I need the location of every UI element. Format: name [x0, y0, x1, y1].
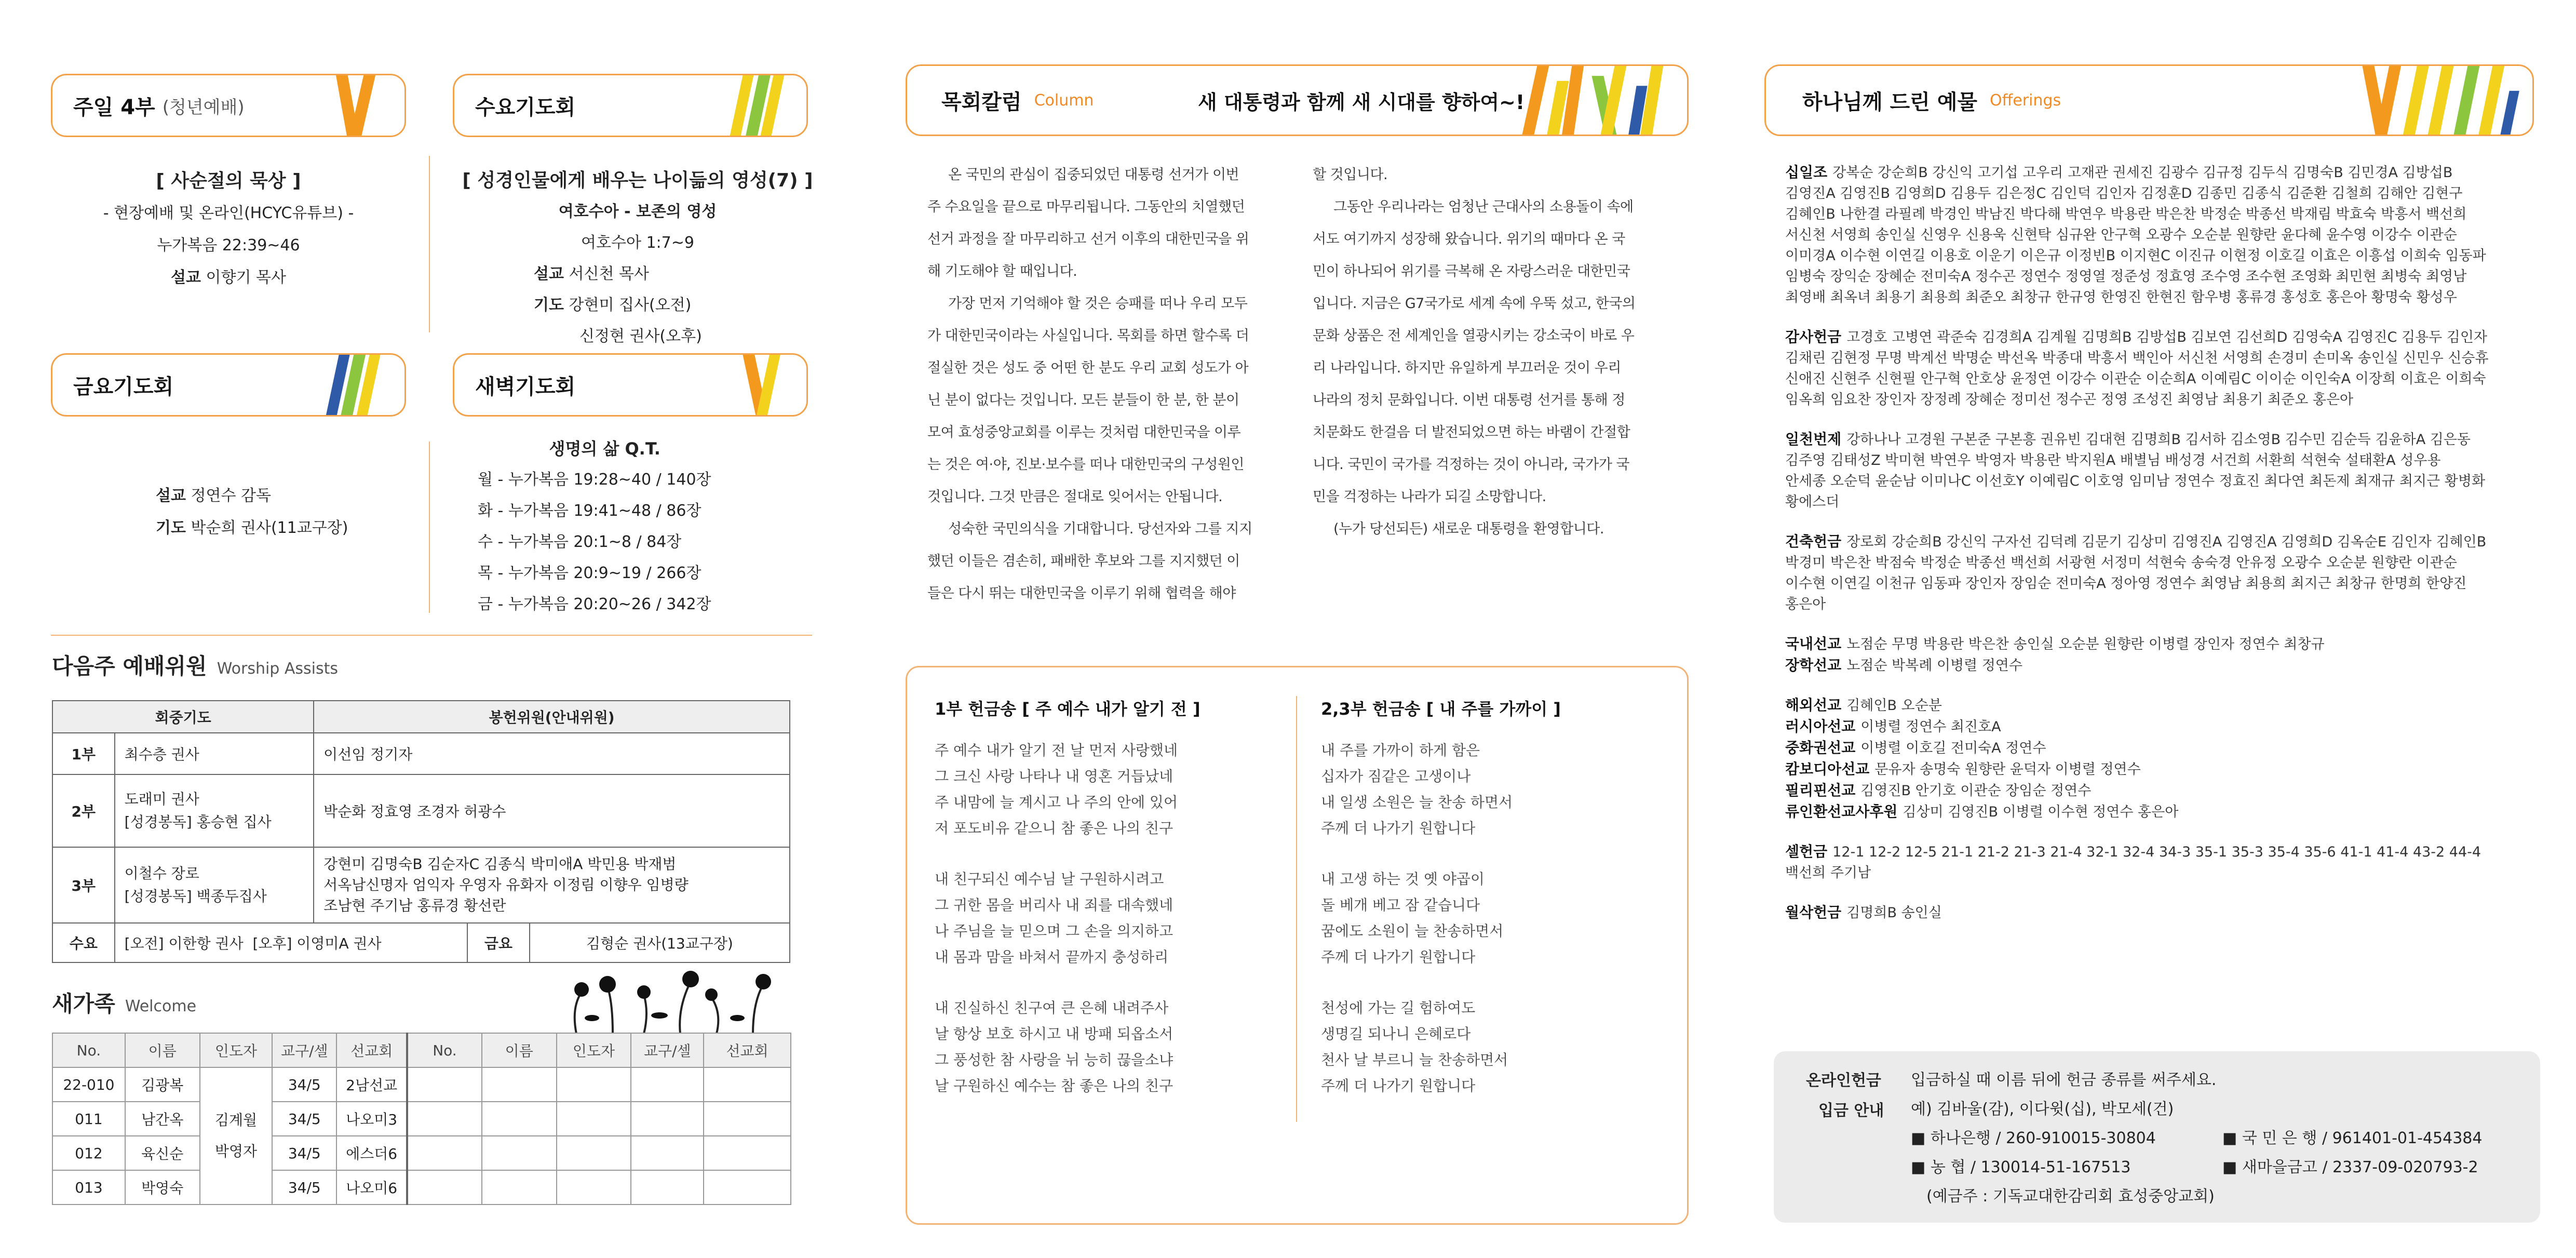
sunday4-heading: [ 사순절의 묵상 ]	[156, 170, 301, 192]
friday-body	[156, 480, 348, 544]
decorative-stripes-icon	[716, 355, 799, 415]
offering-line: 임병숙 장익순 장혜순 전미숙A 정수곤 정연수 정영열 정준성 정효영 조수영 조수현 조영화 최민현 최병숙 최영남	[1785, 269, 2467, 285]
hymn-line: 내 친구되신 예수님 날 구원하시려고	[935, 871, 1164, 888]
offering-section	[1785, 716, 2523, 738]
flowers-icon	[556, 966, 794, 1034]
leader-name: 김계월	[214, 1112, 258, 1129]
column-line: 할 것입니다.	[1313, 167, 1388, 183]
column-title: 목회칼럼	[941, 90, 1022, 114]
column-line: 선거 과정을 잘 마무리하고 선거 이후의 대한민국을 위	[927, 231, 1249, 247]
dawn-day: 화 - 누가복음 19:41~48 / 86장	[478, 502, 702, 520]
column-line: 성숙한 국민의식을 기대합니다. 당선자와 그를 지지	[948, 521, 1252, 537]
hymn-line: 내 고생 하는 것 옛 야곱이	[1321, 871, 1485, 888]
offering-line: 강복순 강순희B 강신익 고기섭 고우리 고재관 권세진 김광수 김규정 김두식 김명숙B 김민경A 김방섭B	[1832, 165, 2453, 181]
friday-preacher-row	[156, 480, 348, 512]
offering-line: 황에스더	[1785, 494, 1840, 510]
bank-account: ■ 새마을금고 / 2337-09-020793-2	[2222, 1158, 2478, 1176]
offering-line: 백선희 주기남	[1785, 865, 1871, 881]
hymn-second	[1321, 691, 1561, 1099]
ushers-line: 서옥남신명자 엄익자 우영자 유화자 이정림 이향우 임병량	[323, 876, 689, 893]
online-note: 입금하실 때 이름 뒤에 헌금 종류를 써주세요.	[1911, 1071, 2217, 1089]
offering-section	[1785, 655, 2523, 676]
offering-label: 러시아선교	[1785, 718, 1856, 735]
offering-line: 김상미 김영진B 이병렬 이수현 정연수 홍은아	[1903, 804, 2179, 820]
hymn-first	[935, 691, 1201, 1099]
column-header	[906, 64, 1689, 136]
offering-line: 임옥희 임요찬 장인자 장정례 장혜순 정미선 정수곤 정영 조성진 최영남 최용기 최준오 홍은아	[1785, 392, 2354, 408]
prayer-label: 기도	[156, 519, 186, 537]
bank-account: ■ 국 민 은 행 / 961401-01-454384	[2222, 1129, 2483, 1147]
dawn-heading: 생명의 삶 Q.T.	[549, 439, 660, 459]
welcome-heading	[52, 987, 196, 1018]
bank-account: ■ 농 협 / 130014-51-167513	[1911, 1158, 2131, 1176]
table-header-row	[52, 1033, 791, 1067]
prayer-name: 박순희 권사(11교구장)	[191, 519, 348, 537]
offering-line: 김혜인B 나한결 라필례 박경인 박남진 박다해 박연우 박용란 박은찬 박정순 박종선 박재림 박효숙 박흥서 백선희	[1785, 206, 2467, 222]
offering-line: 12-1 12-2 12-5 21-1 21-2 21-3 21-4 32-1 32-4 34-3 35-1 35-3 35-4 35-6 41-1 41-4 43-2 44-4	[1832, 844, 2481, 860]
welcome-title: 새가족	[52, 991, 115, 1016]
offering-label: 국내선교	[1785, 635, 1842, 652]
offerings-header	[1764, 64, 2534, 136]
wednesday-prayer-row-2: 신정현 권사(오후)	[579, 327, 702, 345]
column-header: 봉헌위원(안내위원)	[314, 701, 790, 733]
offering-section	[1785, 780, 2523, 801]
wednesday-header	[453, 74, 808, 137]
empty-cell	[407, 1170, 482, 1205]
part-cell: 수요	[52, 923, 115, 962]
column-line: (누가 당선되든) 새로운 대통령을 환영합니다.	[1333, 521, 1604, 537]
part-cell: 금요	[467, 923, 530, 962]
table-row	[52, 1136, 791, 1170]
ushers-line: 강현미 김명숙B 김순자C 김종식 박미애A 박민용 박재범	[323, 855, 677, 873]
hymn-line: 천사 날 부르니 늘 찬송하면서	[1321, 1051, 1508, 1068]
empty-cell	[482, 1136, 557, 1170]
decorative-stripes-icon	[1514, 66, 1680, 135]
divider	[429, 156, 430, 332]
offering-line: 서신천 서영희 송인실 신영우 신용욱 신현탁 심규완 안구혁 오광수 오순분 원향란 윤다혜 윤수영 이강수 이관순	[1785, 227, 2457, 243]
leader-cell	[200, 1067, 273, 1205]
offering-section	[1785, 429, 2523, 513]
table-row	[52, 923, 790, 962]
dawn-day: 수 - 누가복음 20:1~8 / 84장	[478, 533, 682, 551]
friday-header	[51, 353, 406, 417]
hymn-line: 생명길 되나니 은혜로다	[1321, 1025, 1471, 1042]
offering-label: 일천번제	[1785, 431, 1842, 448]
offering-line: 박경미 박은찬 박점숙 박정순 박종선 백선희 서광현 서정미 석현숙 송숙경 안유정 오광수 오순분 원향란 이관순	[1785, 555, 2457, 571]
offering-label: 류인환선교사후원	[1785, 803, 1898, 820]
offering-label: 월삭헌금	[1785, 904, 1842, 921]
part-cell: 1부	[52, 733, 115, 774]
hymn-line: 주께 더 나가기 원합니다	[1321, 948, 1476, 966]
decorative-stripes-icon	[2349, 66, 2525, 135]
column-line: 가 대한민국이라는 사실입니다. 목회를 하면 할수록 더	[927, 328, 1249, 344]
table-header-row	[52, 701, 790, 733]
offering-line: 홍은아	[1785, 596, 1826, 612]
ushers-cell: 이선임 정기자	[314, 733, 790, 774]
empty-cell	[557, 1136, 631, 1170]
offering-label: 캄보디아선교	[1785, 760, 1870, 778]
column-line: 가장 먼저 기억해야 할 것은 승패를 떠나 우리 모두	[948, 296, 1248, 312]
hymns-divider	[1296, 696, 1297, 1122]
hymn-title: 1부 헌금송 [ 주 예수 내가 알기 전 ]	[935, 699, 1201, 719]
column-headline: 새 대통령과 함께 새 시대를 향하여~!	[1198, 90, 1525, 114]
online-example: 예) 김바울(감), 이다윗(십), 박모세(건)	[1911, 1100, 2174, 1118]
dawn-day: 목 - 누가복음 20:9~19 / 266장	[478, 564, 702, 582]
empty-cell	[482, 1170, 557, 1205]
empty-cell	[482, 1102, 557, 1136]
cell-cell: 34/5	[272, 1067, 336, 1102]
assists-title: 다음주 예배위원	[52, 653, 207, 679]
offering-label: 셀헌금	[1785, 843, 1828, 860]
cell-cell: 34/5	[272, 1136, 336, 1170]
name-cell: 남간옥	[125, 1102, 200, 1136]
offering-line: 김혜인B 오순분	[1846, 698, 1942, 714]
prayer-label: 기도	[534, 296, 564, 314]
table-row	[52, 1067, 791, 1102]
offering-section	[1785, 531, 2523, 615]
welcome-table	[52, 1033, 791, 1205]
hymn-line: 나 주님을 늘 믿으며 그 손을 의지하고	[935, 922, 1174, 940]
dawn-header	[453, 353, 808, 417]
hymn-line: 그 풍성한 참 사랑을 뉘 능히 끊을소냐	[935, 1051, 1174, 1068]
hymn-line: 돌 베개 베고 잠 같습니다	[1321, 896, 1480, 914]
column-title-en: Column	[1034, 91, 1094, 110]
hymn-line: 천성에 가는 길 험하여도	[1321, 999, 1476, 1016]
column-line: 했던 이들은 겸손히, 패배한 후보와 그를 지지했던 이	[927, 553, 1240, 569]
empty-cell	[631, 1102, 704, 1136]
name-cell: 박영숙	[125, 1170, 200, 1205]
column-line: 닌 분이 없다는 것입니다. 모든 분들이 한 분, 한 분이	[927, 392, 1239, 408]
empty-cell	[407, 1102, 482, 1136]
offering-label: 건축헌금	[1785, 533, 1842, 550]
sunday4-line1: - 현장예배 및 온라인(HCYC유튜브) -	[103, 204, 354, 222]
hymn-line: 주 내맘에 늘 계시고 나 주의 안에 있어	[935, 794, 1178, 811]
offering-line: 고경호 고병연 곽준숙 김경희A 김계월 김명희B 김방섭B 김보연 김선희D 김영숙A 김영진C 김용두 김인자	[1846, 329, 2488, 345]
wednesday-body	[451, 165, 825, 352]
wednesday-title: 수요기도회	[475, 95, 576, 119]
column-line: 리 나라입니다. 하지만 유일하게 부끄러운 것이 우리	[1313, 360, 1621, 376]
column-line: 입니다. 지금은 G7국가로 세계 속에 우뚝 섰고, 한국의	[1313, 296, 1636, 312]
offering-label: 장학선교	[1785, 657, 1842, 674]
empty-cell	[704, 1102, 791, 1136]
friday-title: 금요기도회	[73, 374, 174, 399]
prayer-line: 이철수 장로	[124, 865, 199, 882]
wed-cell	[115, 923, 467, 962]
assists-heading	[52, 649, 338, 680]
empty-cell	[557, 1170, 631, 1205]
offering-line: 이병렬 이호길 전미숙A 정연수	[1860, 740, 2046, 756]
column-line: 그동안 우리나라는 엄청난 근대사의 소용돌이 속에	[1333, 199, 1634, 215]
account-holder: (예금주 : 기독교대한감리회 효성중앙교회)	[1926, 1187, 2215, 1206]
column-header: 인도자	[557, 1033, 631, 1067]
hymn-line: 그 크신 사랑 나타나 내 영혼 거듭났네	[935, 768, 1174, 785]
hymn-line: 내 일생 소원은 늘 찬송 하면서	[1321, 794, 1513, 811]
no-cell: 013	[52, 1170, 125, 1205]
empty-cell	[557, 1067, 631, 1102]
hymn-line: 날 구원하신 예수는 참 좋은 나의 친구	[935, 1077, 1174, 1094]
online-offering-info	[1911, 1066, 2482, 1211]
section-divider	[51, 635, 812, 636]
offerings-title-en: Offerings	[1989, 91, 2061, 110]
column-line: 들은 다시 뛰는 대한민국을 이루기 위해 협력을 해야	[927, 585, 1236, 601]
offerings-list	[1785, 162, 2523, 924]
dawn-day: 월 - 누가복음 19:28~40 / 140장	[478, 471, 711, 489]
cell-cell: 34/5	[272, 1102, 336, 1136]
hymn-line: 그 귀한 몸을 버리사 내 죄를 대속했네	[935, 896, 1174, 914]
column-line: 모여 효성중앙교회를 이루는 것처럼 대한민국을 이루	[927, 424, 1241, 440]
online-label: 온라인헌금	[1806, 1072, 1881, 1090]
column-line: 것입니다. 그것 만큼은 절대로 잊어서는 안됩니다.	[927, 489, 1223, 505]
sunday4-preacher-row	[51, 262, 406, 294]
fri-cell: 김형순 권사(13교구장)	[530, 923, 790, 962]
dawn-body	[478, 433, 711, 620]
wednesday-scripture: 여호수아 1:7~9	[581, 234, 694, 252]
sunday4-title: 주일 4부	[73, 95, 155, 119]
divider	[429, 441, 430, 613]
offering-line: 장로회 강순희B 강신익 구자선 김덕례 김문기 김상미 김영진A 김영진A 김영희D 김옥순E 김인자 김혜인B	[1846, 534, 2487, 550]
offering-section	[1785, 738, 2523, 759]
no-cell: 012	[52, 1136, 125, 1170]
hymn-line: 내 진실하신 친구여 큰 은혜 내려주사	[935, 999, 1169, 1016]
mission-cell: 2남선교	[336, 1067, 407, 1102]
prayer-line: [성경봉독] 백종두집사	[124, 888, 267, 905]
column-line: 온 국민의 관심이 집중되었던 대통령 선거가 이번	[948, 167, 1239, 183]
prayer-name: 강현미 집사(오전)	[569, 296, 692, 314]
hymn-line: 내 몸과 맘을 바쳐서 끝까지 충성하리	[935, 948, 1169, 966]
dawn-title: 새벽기도회	[475, 374, 576, 399]
table-row	[52, 847, 790, 923]
offering-line: 김영진B 안기호 이관순 장임순 정연수	[1860, 783, 2092, 799]
offering-line: 이미경A 이수현 이연길 이용호 이운기 이은규 이정빈B 이지현C 이진규 이현정 이호길 이효은 이흥섭 이희숙 임동파	[1785, 248, 2486, 264]
wednesday-preacher-row	[451, 259, 825, 290]
hymn-line: 주께 더 나가기 원합니다	[1321, 820, 1476, 837]
empty-cell	[482, 1067, 557, 1102]
column-line: 치문화도 한걸음 더 발전되었으면 하는 바램이 간절합	[1313, 424, 1630, 440]
offering-section	[1785, 634, 2523, 655]
empty-cell	[704, 1170, 791, 1205]
friday-prayer-row	[156, 512, 348, 544]
hymn-line: 십자가 짐같은 고생이나	[1321, 768, 1471, 785]
empty-cell	[407, 1136, 482, 1170]
hymn-line: 주 예수 내가 알기 전 날 먼저 사랑했네	[935, 742, 1178, 759]
bank-row	[1911, 1124, 2482, 1153]
empty-cell	[557, 1102, 631, 1136]
column-header: 인도자	[200, 1033, 273, 1067]
column-line: 니다. 국민이 국가를 걱정하는 것이 아니라, 국가가 국	[1313, 457, 1629, 473]
mission-cell: 에스더6	[336, 1136, 407, 1170]
offering-line: 김채린 김현정 무명 박계선 박명순 박선옥 박종대 박흥서 백인아 서신천 서영희 손경미 손미옥 송인실 신민우 신승휴	[1785, 350, 2489, 366]
column-line: 는 것은 여·야, 진보·보수를 떠나 대한민국의 구성원인	[927, 457, 1244, 473]
name-cell: 육신순	[125, 1136, 200, 1170]
deposit-label: 입금 안내	[1818, 1102, 1884, 1120]
ushers-cell	[314, 847, 790, 923]
offering-line: 강하나나 고경원 구본준 구본흥 권유빈 김대현 김명희B 김서하 김소영B 김수민 김순득 김윤하A 김은동	[1846, 432, 2471, 448]
empty-cell	[704, 1067, 791, 1102]
column-header: 선교회	[704, 1033, 791, 1067]
hymn-line: 저 포도비유 같으니 참 좋은 나의 친구	[935, 820, 1174, 837]
column-line: 민이 하나되어 위기를 극복해 온 자랑스러운 대한민국	[1313, 263, 1630, 279]
offering-section	[1785, 902, 2523, 924]
wednesday-line1: 여호수아 - 보존의 영성	[558, 203, 717, 221]
bank-row	[1911, 1153, 2482, 1182]
column-header: 이름	[125, 1033, 200, 1067]
column-text-right	[1313, 159, 1676, 545]
prayer-line: [성경봉독] 홍승현 집사	[124, 813, 272, 831]
offering-line: 이수현 이연길 이천규 임동파 장인자 장임순 전미숙A 정아영 정연수 최영남 최용희 최지근 최창규 한명희 한양진	[1785, 576, 2467, 592]
decorative-stripes-icon	[314, 75, 397, 136]
column-header: 회중기도	[52, 701, 314, 733]
part-cell: 2부	[52, 774, 115, 847]
prayer-cell: 최수층 권사	[115, 733, 314, 774]
offering-line: 이병렬 정연수 최진호A	[1860, 719, 2001, 735]
ushers-line: 조남현 주기남 홍류경 황선란	[323, 897, 506, 914]
offering-section	[1785, 759, 2523, 780]
offering-section	[1785, 801, 2523, 823]
column-header: No.	[407, 1033, 482, 1067]
cell-cell: 34/5	[272, 1170, 336, 1205]
column-header: 선교회	[336, 1033, 407, 1067]
offering-label: 필리핀선교	[1785, 782, 1856, 799]
offering-label: 십일조	[1785, 164, 1828, 181]
empty-cell	[407, 1067, 482, 1102]
leader-name: 박영자	[214, 1143, 258, 1160]
offering-section	[1785, 841, 2523, 884]
column-line: 절실한 것은 성도 중 어떤 한 분도 우리 교회 성도가 아	[927, 360, 1249, 376]
column-header: No.	[52, 1033, 125, 1067]
mission-cell: 나오미6	[336, 1170, 407, 1205]
preacher-label: 설교	[156, 487, 186, 505]
column-line: 문화 상품은 전 세계인을 열광시키는 강소국이 바로 우	[1313, 328, 1635, 344]
wed-pm: [오후] 이영미A 권사	[252, 935, 382, 952]
hymn-line: 날 항상 보호 하시고 내 방패 되옵소서	[935, 1025, 1174, 1042]
mission-cell: 나오미3	[336, 1102, 407, 1136]
offering-section	[1785, 162, 2523, 308]
column-header: 교구/셀	[631, 1033, 704, 1067]
part-cell: 3부	[52, 847, 115, 923]
name-cell: 김광복	[125, 1067, 200, 1102]
offering-line: 김명희B 송인실	[1846, 905, 1942, 921]
offering-line: 문유자 송명숙 원향란 윤덕자 이병렬 정연수	[1874, 761, 2141, 778]
column-line: 서도 여기까지 성장해 왔습니다. 위기의 때마다 온 국	[1313, 231, 1625, 247]
offering-section	[1785, 695, 2523, 716]
offering-line: 안세종 오순덕 윤순남 이미나C 이선호Y 이예림C 이호영 임미남 정연수 정효진 최다연 최돈제 최재규 최지근 황병화	[1785, 473, 2486, 489]
no-cell: 011	[52, 1102, 125, 1136]
column-line: 주 수요일을 끝으로 마무리됩니다. 그동안의 치열했던	[927, 199, 1245, 215]
wednesday-heading: [ 성경인물에게 배우는 나이듦의 영성(7) ]	[462, 170, 813, 191]
wednesday-prayer-row	[451, 290, 825, 321]
prayer-line: 도래미 권사	[124, 791, 199, 808]
decorative-stripes-icon	[716, 75, 799, 136]
decorative-stripes-icon	[314, 355, 397, 415]
hymn-title: 2,3부 헌금송 [ 내 주를 가까이 ]	[1321, 699, 1561, 719]
preacher-label: 설교	[534, 265, 564, 283]
offering-line: 최영배 최옥녀 최용기 최용희 최준오 최창규 한규영 한영진 한현진 함우병 홍류경 홍성호 홍은아 황명숙 황성우	[1785, 289, 2457, 305]
column-line: 민을 걱정하는 나라가 되길 소망합니다.	[1313, 489, 1546, 505]
offering-line: 노점순 무명 박용란 박은찬 송인실 오순분 원향란 이병렬 장인자 정연수 최창규	[1846, 636, 2325, 652]
ushers-cell: 박순화 정효영 조경자 허광수	[314, 774, 790, 847]
offering-label: 중화권선교	[1785, 739, 1856, 756]
column-line: 나라의 정치 문화입니다. 이번 대통령 선거를 통해 정	[1313, 392, 1625, 408]
hymn-line: 주께 더 나가기 원합니다	[1321, 1077, 1476, 1094]
empty-cell	[631, 1067, 704, 1102]
dawn-day: 금 - 누가복음 20:20~26 / 342장	[478, 595, 711, 613]
offering-label: 감사헌금	[1785, 328, 1842, 345]
sunday4-body	[51, 165, 406, 294]
no-cell: 22-010	[52, 1067, 125, 1102]
column-text-left	[927, 159, 1280, 610]
welcome-title-en: Welcome	[125, 997, 197, 1015]
sunday4-subtitle: (청년예배)	[162, 97, 245, 118]
wed-am: [오전] 이한항 권사	[124, 935, 244, 952]
preacher-name: 이향기 목사	[206, 269, 286, 287]
table-row	[52, 733, 790, 774]
table-row	[52, 1170, 791, 1205]
preacher-label: 설교	[171, 269, 201, 287]
offerings-title: 하나님께 드린 예물	[1802, 90, 1977, 114]
hymn-line: 꿈에도 소원이 늘 찬송하면서	[1321, 922, 1504, 940]
assists-table	[52, 700, 790, 963]
column-line: 해 기도해야 할 때입니다.	[927, 263, 1077, 279]
table-row	[52, 1102, 791, 1136]
empty-cell	[631, 1136, 704, 1170]
offering-line: 김주영 김태성Z 박미현 박연우 박영자 박용란 박지원A 배별님 배성경 서건희 서환희 석현숙 설태환A 성우용	[1785, 452, 2441, 469]
column-header: 교구/셀	[272, 1033, 336, 1067]
sunday4-scripture: 누가복음 22:39~46	[157, 236, 300, 255]
online-offering-labels	[1806, 1066, 1884, 1126]
preacher-name: 정연수 감독	[191, 487, 271, 505]
prayer-cell	[115, 847, 314, 923]
hymn-line: 내 주를 가까이 하게 함은	[1321, 742, 1480, 759]
column-header: 이름	[482, 1033, 557, 1067]
offering-section	[1785, 327, 2523, 410]
table-row	[52, 774, 790, 847]
empty-cell	[704, 1136, 791, 1170]
offering-line: 김영진A 김영진B 김영희D 김용두 김은정C 김인덕 김인자 김정훈D 김종민 김종식 김준환 김철희 김해안 김현구	[1785, 185, 2463, 202]
empty-cell	[631, 1170, 704, 1205]
offering-line: 노점순 박복례 이병렬 정연수	[1846, 658, 2022, 674]
preacher-name: 서신천 목사	[569, 265, 649, 283]
sunday4-header	[51, 74, 406, 137]
offering-label: 해외선교	[1785, 697, 1842, 714]
offering-line: 신애진 신현주 신현필 안구혁 안호상 윤정연 이강수 이관순 이순희A 이예림C 이이순 이인숙A 이장희 이효은 이희숙	[1785, 371, 2486, 387]
prayer-cell	[115, 774, 314, 847]
assists-title-en: Worship Assists	[217, 660, 339, 678]
bank-account: ■ 하나은행 / 260-910015-30804	[1911, 1129, 2156, 1147]
